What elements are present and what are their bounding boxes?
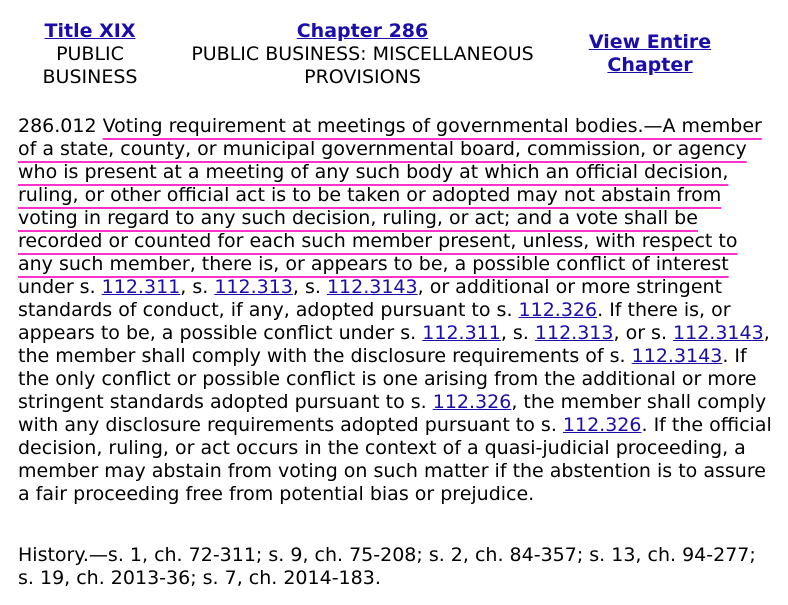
text-8: , or s. [613, 322, 674, 344]
view-chapter-column [570, 31, 730, 77]
text-12: . If the official decision, ruling, or act occurs in the context of a quasi-judicial proceeding, a member may abstain from voting on such matter if the abstention is to assure a fair proceeding free from potential bias or prejudice. [18, 414, 772, 505]
text-4: , s. [292, 276, 327, 298]
link-112-326-b[interactable]: 112.326 [432, 391, 512, 413]
statute-header [0, 0, 788, 100]
title-link[interactable]: Title XIX [44, 20, 136, 42]
link-112-311[interactable]: 112.311 [101, 276, 181, 298]
text-6: . If there is, or appears to be, a possible conflict under s. [18, 299, 731, 344]
text-11: , the member shall comply with any disclosure requirements adopted pursuant to s. [18, 391, 767, 436]
chapter-column [170, 20, 555, 89]
link-112-3143-b[interactable]: 112.3143 [673, 322, 764, 344]
text-9: , the member shall comply with the disclosure requirements of s. [18, 322, 770, 367]
link-112-313-b[interactable]: 112.313 [534, 322, 614, 344]
text-7: , s. [500, 322, 535, 344]
title-name-line2: BUSINESS [42, 66, 138, 88]
text-1: A member of a state, county, or municipal governmental board, commission, or agency who is present at a meeting of any such body at which an official decision, ruling, or other official act is to be taken or adopted may not abstain from voting in regard to any such decision, ruling, or act; and a vote shall be recorded or counted for each such member present, unless, with respect to any such member, there is, or appears to be, a possible conflict of interest [18, 115, 762, 275]
view-line2: Chapter [607, 54, 693, 76]
history-note: History.—s. 1, ch. 72-311; s. 9, ch. 75-208; s. 2, ch. 84-357; s. 13, ch. 94-277; s. 19, ch. 2013-36; s. 7, ch. 2014-183. [18, 544, 756, 589]
view-entire-chapter-link[interactable] [589, 31, 711, 76]
link-112-3143[interactable]: 112.3143 [326, 276, 418, 298]
text-10: . If the only conflict or possible conflict is one arising from the additional or more stringent standards adopted pursuant to s. [18, 345, 757, 413]
chapter-name-line2: PROVISIONS [304, 66, 421, 88]
link-112-326[interactable]: 112.326 [518, 299, 598, 321]
link-112-311-b[interactable]: 112.311 [422, 322, 501, 344]
view-line1: View Entire [588, 31, 712, 53]
link-112-313[interactable]: 112.313 [214, 276, 293, 298]
link-112-326-c[interactable]: 112.326 [562, 414, 642, 436]
chapter-name-line1: PUBLIC BUSINESS: MISCELLANEOUS [191, 43, 534, 65]
title-name-line1: PUBLIC [56, 43, 124, 65]
section-body [18, 115, 776, 506]
highlighted-text [18, 115, 762, 275]
text-3: , s. [180, 276, 215, 298]
link-112-3143-c[interactable]: 112.3143 [631, 345, 723, 367]
section-catchline: Voting requirement at meetings of governmental bodies. [102, 115, 644, 137]
text-5: , or additional or more stringent standards of conduct, if any, adopted pursuant to s. [18, 276, 723, 321]
text-2: under s. [18, 276, 102, 298]
chapter-link[interactable]: Chapter 286 [296, 20, 429, 42]
title-column [20, 20, 160, 89]
section-number: 286.012 [18, 115, 97, 137]
catchline-dash: — [643, 115, 663, 137]
